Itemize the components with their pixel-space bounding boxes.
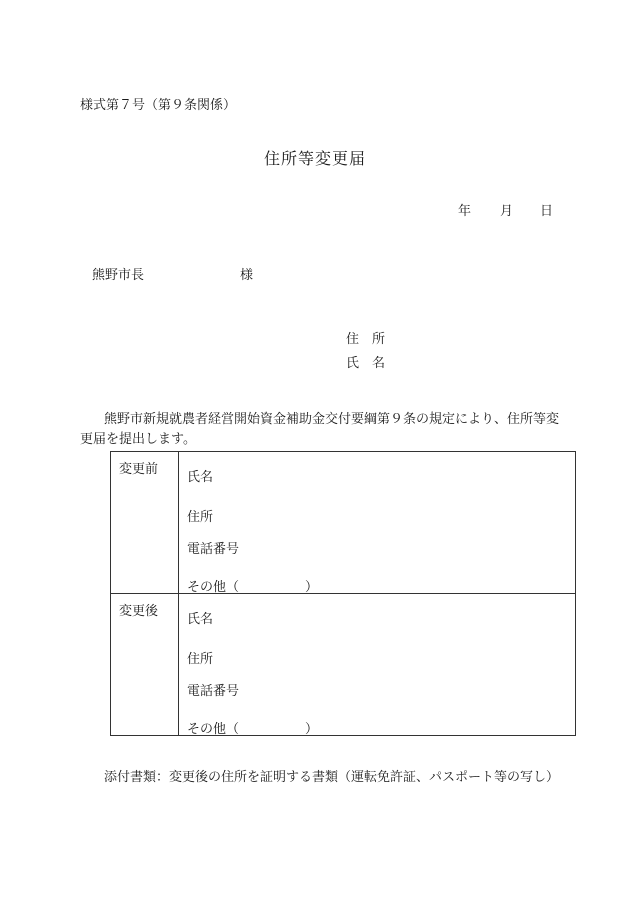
- before-other-label: その他（: [187, 580, 240, 595]
- date-month-label[interactable]: 月: [500, 204, 514, 219]
- after-other-field[interactable]: [187, 718, 318, 737]
- after-section-label: 変更後: [111, 594, 179, 736]
- applicant-address-label[interactable]: 住 所: [346, 332, 386, 347]
- date-day-label[interactable]: 日: [540, 204, 554, 219]
- document-title: 住所等変更届: [263, 149, 366, 168]
- body-text-content: 熊野市新規就農者経営開始資金補助金交付要綱第９条の規定により、住所等変更届を提出します。: [80, 412, 560, 447]
- table-row-after: [111, 594, 576, 736]
- before-other-close: ）: [305, 580, 319, 595]
- before-other-field[interactable]: [187, 576, 318, 595]
- body-text: [80, 410, 562, 450]
- before-address-label: 住所: [187, 510, 214, 525]
- recipient-name: 熊野市長: [92, 268, 145, 283]
- after-other-label: その他（: [187, 722, 240, 737]
- date-year-label[interactable]: 年: [458, 204, 472, 219]
- after-name-label: 氏名: [187, 612, 214, 627]
- before-section-label: 変更前: [111, 452, 179, 594]
- applicant-name-label[interactable]: 氏 名: [346, 356, 386, 371]
- table-row-before: [111, 452, 576, 594]
- after-address-label: 住所: [187, 652, 214, 667]
- change-table: [110, 451, 576, 736]
- after-fields-cell[interactable]: [179, 594, 576, 736]
- before-phone-label: 電話番号: [187, 542, 240, 557]
- before-fields-cell[interactable]: [179, 452, 576, 594]
- after-phone-label: 電話番号: [187, 684, 240, 699]
- attachment-note: 添付書類：変更後の住所を証明する書類（運転免許証、パスポート等の写し）: [104, 770, 560, 785]
- recipient-honorific: 様: [240, 268, 254, 283]
- form-number: 様式第７号（第９条関係）: [80, 98, 237, 113]
- before-name-label: 氏名: [187, 470, 214, 485]
- after-other-close: ）: [305, 722, 319, 737]
